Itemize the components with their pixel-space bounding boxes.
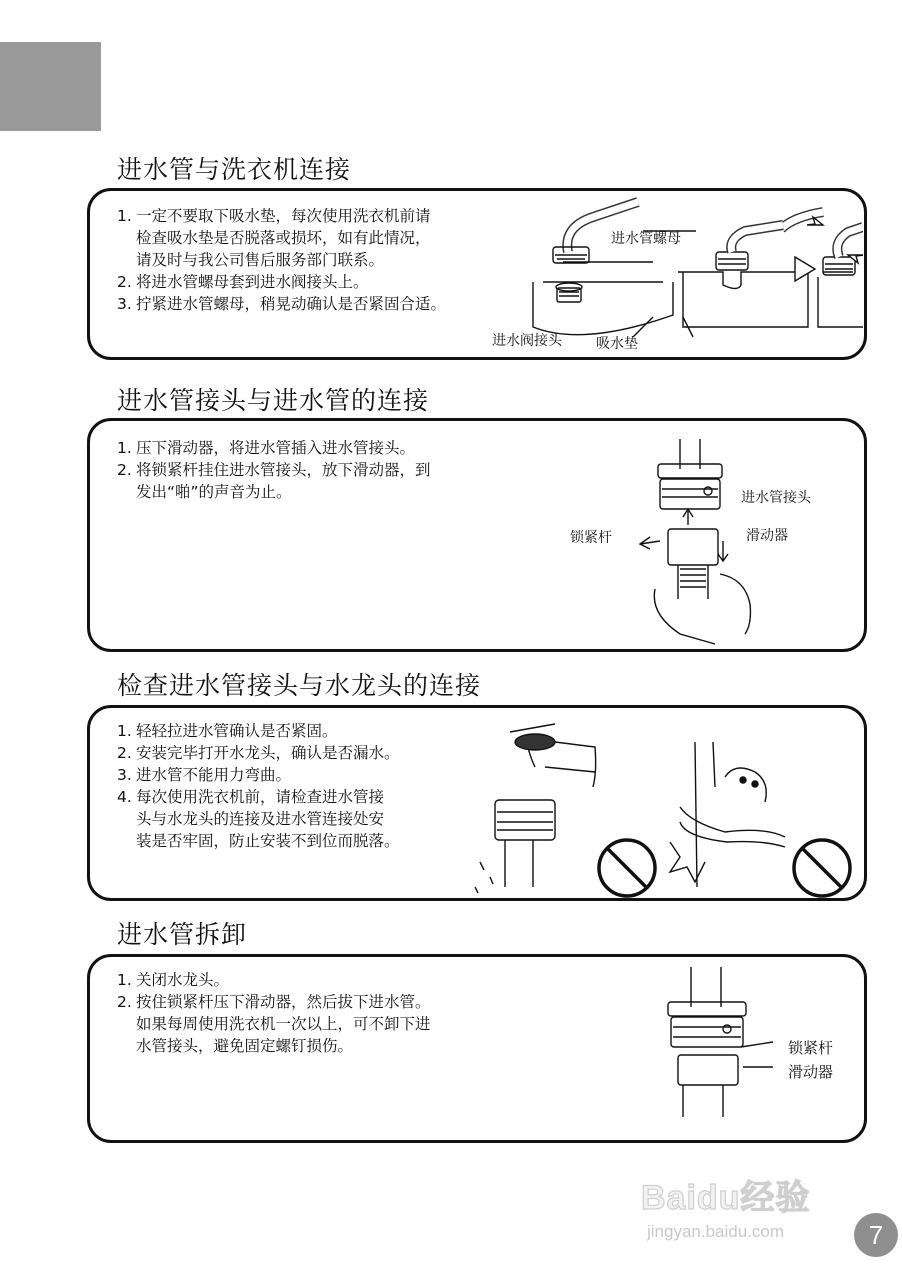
section-title-hose-removal: 进水管拆卸 [117, 920, 248, 949]
step-line: 压下滑动器，将进水管插入进水管接头。 [136, 439, 416, 457]
step-line: 将锁紧杆挂住进水管接头，放下滑动器，到 [136, 461, 431, 479]
step-number: 3. [117, 295, 132, 313]
step-number: 1. [117, 207, 132, 225]
step-line: 请及时与我公司售后服务部门联系。 [136, 251, 385, 269]
label-valve-joint: 进水阀接头 [492, 333, 562, 349]
step-line: 将进水管螺母套到进水阀接头上。 [136, 273, 369, 291]
step-line: 安装完毕打开水龙头，确认是否漏水。 [136, 744, 400, 762]
step-line: 发出“啪”的声音为止。 [136, 483, 292, 501]
label-suction-pad: 吸水垫 [596, 336, 638, 352]
step-line: 检查吸水垫是否脱落或损坏，如有此情况， [136, 229, 431, 247]
faucet-warning-illustration [465, 712, 863, 898]
section-box-hose-to-washer [87, 188, 867, 360]
removal-illustration [643, 967, 803, 1127]
step-number: 1. [117, 439, 132, 457]
label-lock-lever: 锁紧杆 [570, 530, 612, 546]
hose-nut-illustration [523, 197, 863, 357]
step-item [117, 742, 400, 764]
section-box-joint-to-faucet [87, 705, 867, 901]
watermark-logo: Baidu经验 [641, 1179, 811, 1217]
section-title-hose-to-washer: 进水管与洗衣机连接 [117, 155, 352, 184]
step-number: 2. [117, 273, 132, 291]
step-line: 头与水龙头的连接及进水管连接处安 [136, 810, 385, 828]
watermark-url: jingyan.baidu.com [647, 1222, 785, 1241]
label-slider: 滑动器 [746, 528, 788, 544]
steps-list [117, 720, 400, 852]
step-number: 1. [117, 971, 132, 989]
step-number: 4. [117, 788, 132, 806]
step-item [117, 437, 431, 459]
step-item [117, 459, 431, 503]
step-item [117, 205, 446, 271]
baidu-watermark [641, 1140, 847, 1250]
step-line: 关闭水龙头。 [136, 971, 230, 989]
step-number: 2. [117, 461, 132, 479]
step-line: 每次使用洗衣机前，请检查进水管接 [136, 788, 385, 806]
step-line: 进水管不能用力弯曲。 [136, 766, 292, 784]
step-number: 3. [117, 766, 132, 784]
steps-list [117, 205, 446, 315]
step-number: 2. [117, 744, 132, 762]
step-item [117, 271, 446, 293]
step-number: 2. [117, 993, 132, 1011]
step-item [117, 786, 400, 852]
label-hose-joint: 进水管接头 [741, 490, 811, 506]
section-title-joint-to-hose: 进水管接头与进水管的连接 [117, 386, 430, 415]
step-item [117, 720, 400, 742]
label-hose-nut: 进水管螺母 [611, 231, 681, 247]
step-line: 装是否牢固，防止安装不到位而脱落。 [136, 832, 400, 850]
step-line: 一定不要取下吸水垫，每次使用洗衣机前请 [136, 207, 431, 225]
section-box-hose-removal [87, 954, 867, 1143]
step-line: 轻轻拉进水管确认是否紧固。 [136, 722, 338, 740]
step-item [117, 991, 431, 1057]
steps-list [117, 437, 431, 503]
step-item [117, 969, 431, 991]
step-line: 拧紧进水管螺母，稍晃动确认是否紧固合适。 [136, 295, 447, 313]
step-line: 按住锁紧杆压下滑动器，然后拔下进水管。 [136, 993, 431, 1011]
page-number: 7 [854, 1213, 898, 1257]
step-line: 水管接头，避免固定螺钉损伤。 [136, 1037, 354, 1055]
step-line: 如果每周使用洗衣机一次以上，可不卸下进 [136, 1015, 431, 1033]
steps-list [117, 969, 431, 1057]
step-item [117, 293, 446, 315]
gray-corner-tab [0, 42, 101, 131]
section-box-joint-to-hose [87, 418, 867, 652]
step-number: 1. [117, 722, 132, 740]
label-slider: 滑动器 [788, 1063, 834, 1081]
section-title-joint-to-faucet: 检查进水管接头与水龙头的连接 [117, 671, 482, 700]
label-lock-lever: 锁紧杆 [788, 1039, 834, 1057]
step-item [117, 764, 400, 786]
